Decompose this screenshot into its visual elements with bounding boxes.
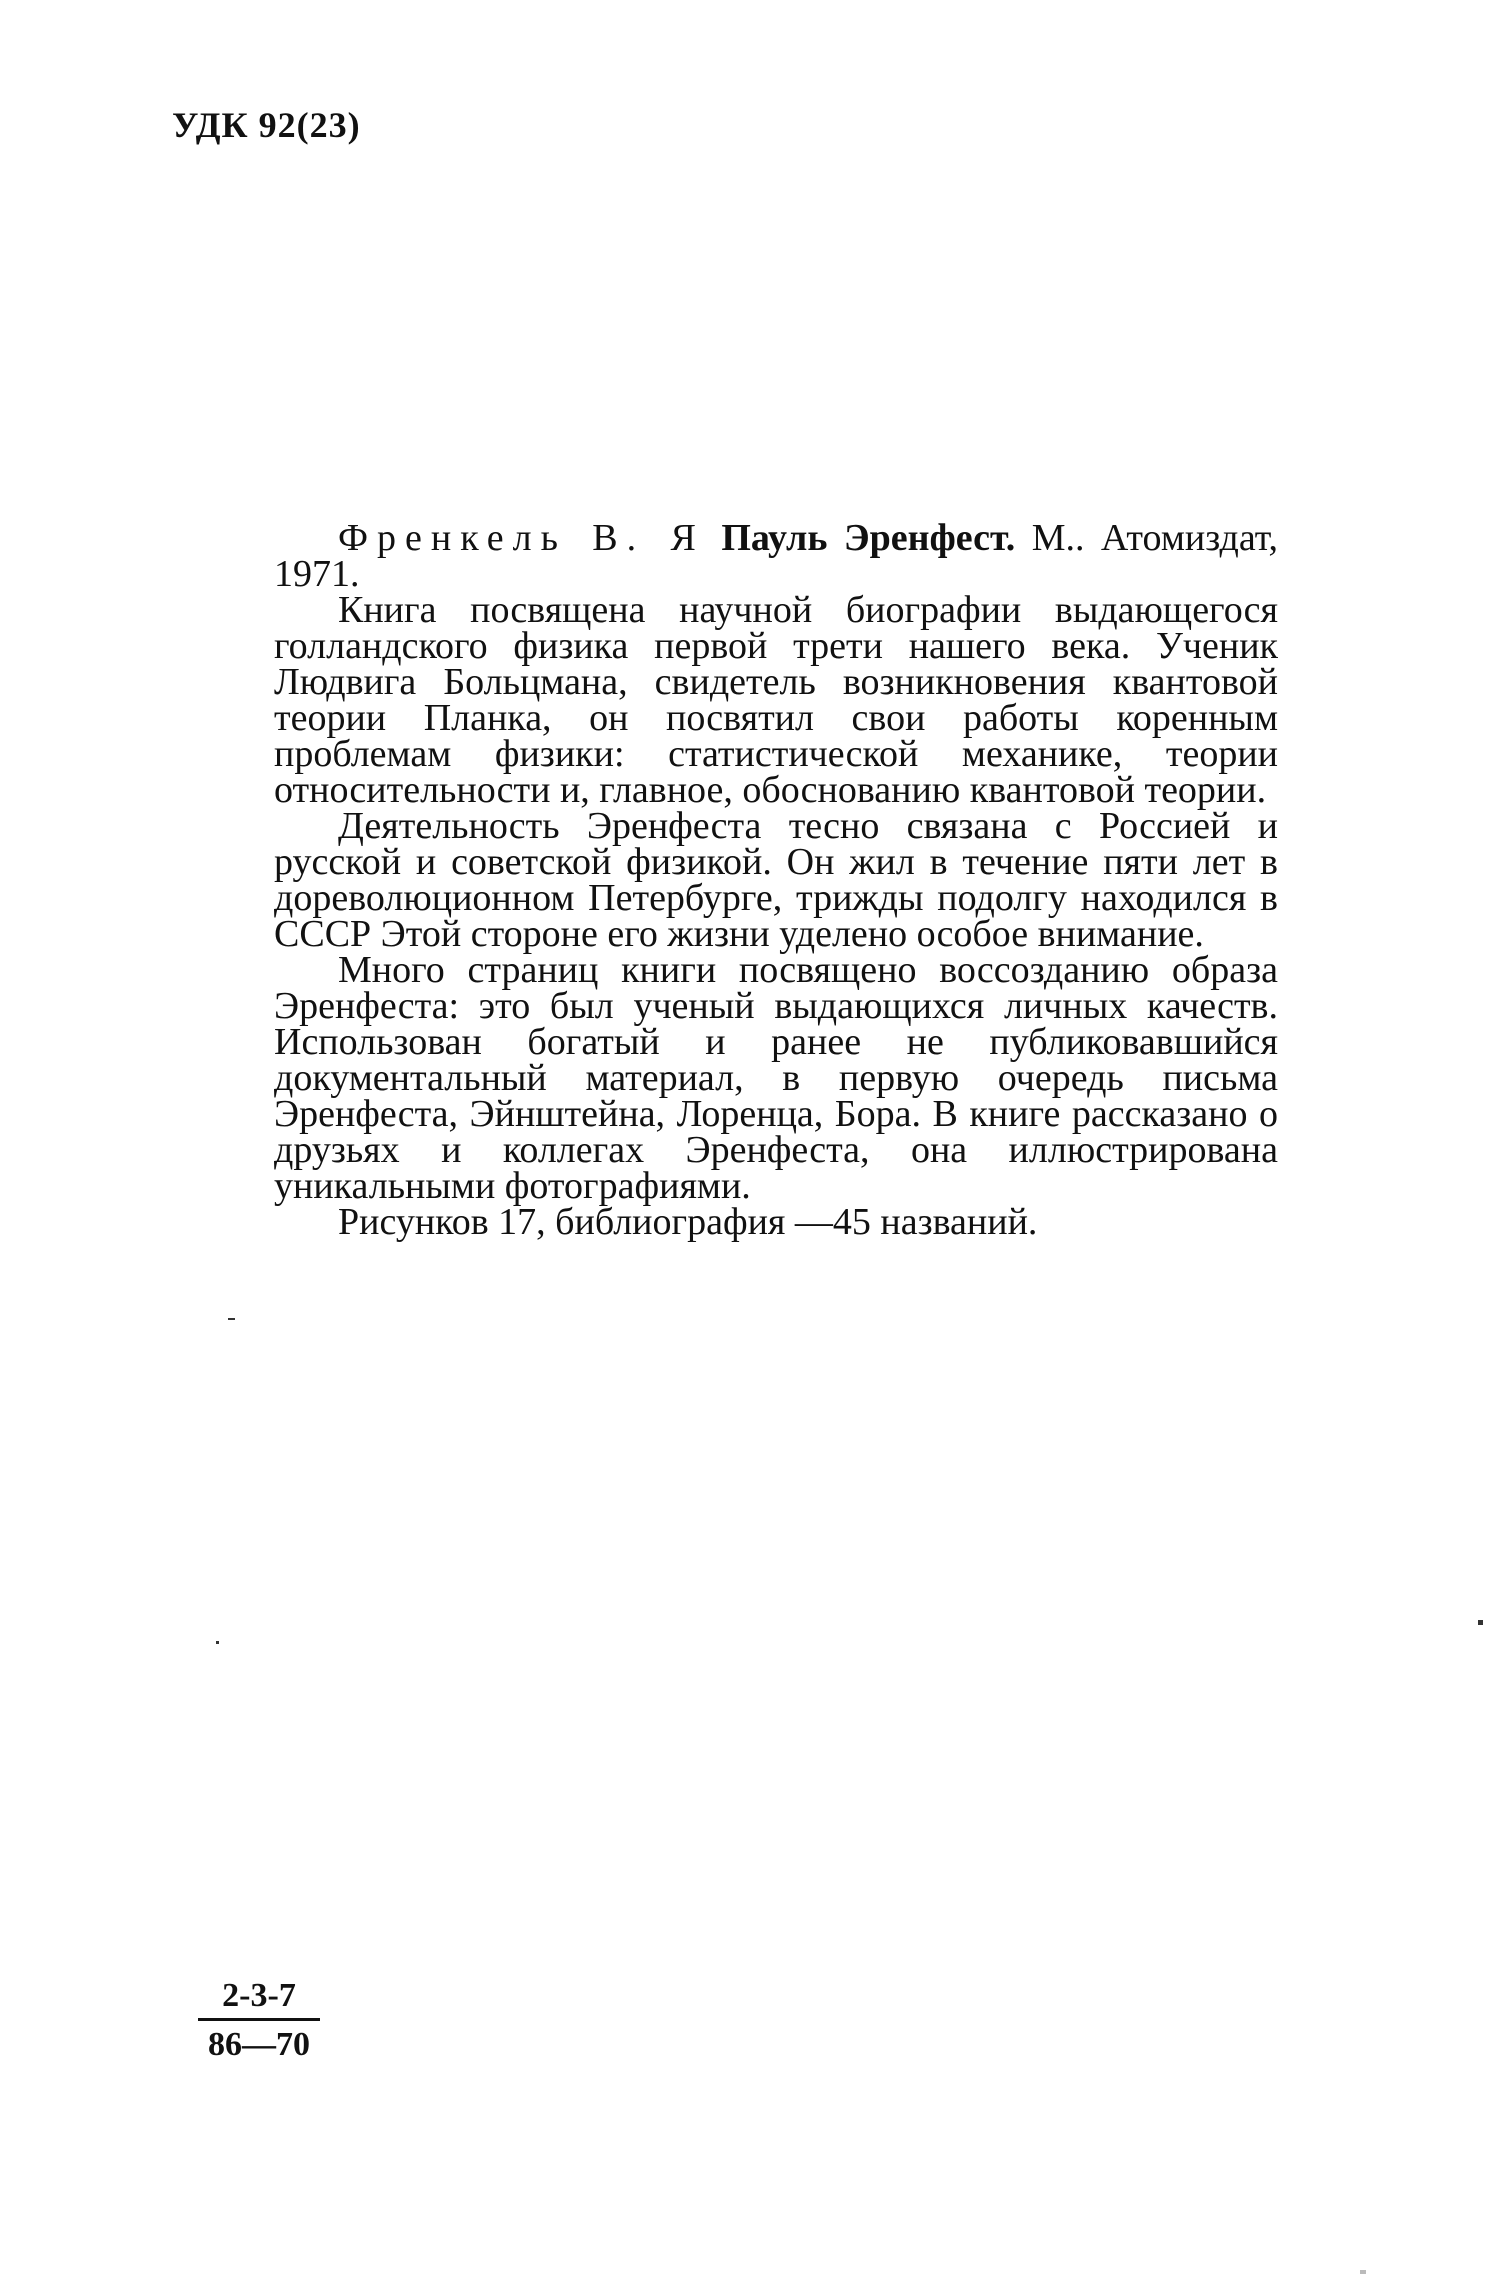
annotation-paragraph-1: Книга посвящена научной биографии выдающегося голландского физика первой трети нашего века. Ученик Людвига Больцмана, свидетель возникновения квантовой теории Планка, он посвятил свои работы коренным проблемам физики: статистической механике, теории относительности и, главное, обоснованию квантовой теории. bbox=[274, 589, 1278, 811]
book-title: Пауль Эренфест. bbox=[721, 517, 1016, 559]
scan-speck bbox=[1478, 1620, 1483, 1625]
annotation-paragraph-3: Много страниц книги посвящено воссозданию образа Эренфеста: это был ученый выдающихся личных качеств. Использован богатый и ранее не публиковавшийся документальный материал, в первую очередь письма Эренфеста, Эйнштейна, Лоренца, Бора. В книге рассказано о друзьях и коллегах Эренфеста, она иллюстрирована уникальными фотографиями. bbox=[274, 949, 1278, 1207]
code-fraction-rule bbox=[198, 2018, 320, 2021]
citation bbox=[274, 517, 1278, 595]
scan-speck bbox=[216, 1641, 219, 1644]
bibliographic-annotation bbox=[274, 517, 1278, 1243]
illustrations-summary: Рисунков 17, библиография —45 названий. bbox=[338, 1201, 1038, 1243]
udk-classification: УДК 92(23) bbox=[172, 105, 361, 145]
imprint: М.. Атомиздат, 1971. bbox=[274, 517, 1278, 595]
code-numerator: 2-3-7 bbox=[222, 1977, 296, 2014]
scan-speck bbox=[228, 1318, 235, 1320]
code-denominator: 86—70 bbox=[208, 2026, 310, 2063]
author: Френкель В. Я bbox=[338, 517, 705, 559]
scan-speck bbox=[1360, 2270, 1366, 2274]
annotation-paragraph-2: Деятельность Эренфеста тесно связана с Россией и русской и советской физикой. Он жил в течение пяти лет в дореволюционном Петербурге, трижды подолгу находился в СССР Этой стороне его жизни уделено особое внимание. bbox=[274, 805, 1278, 955]
publication-code bbox=[198, 1976, 320, 2065]
